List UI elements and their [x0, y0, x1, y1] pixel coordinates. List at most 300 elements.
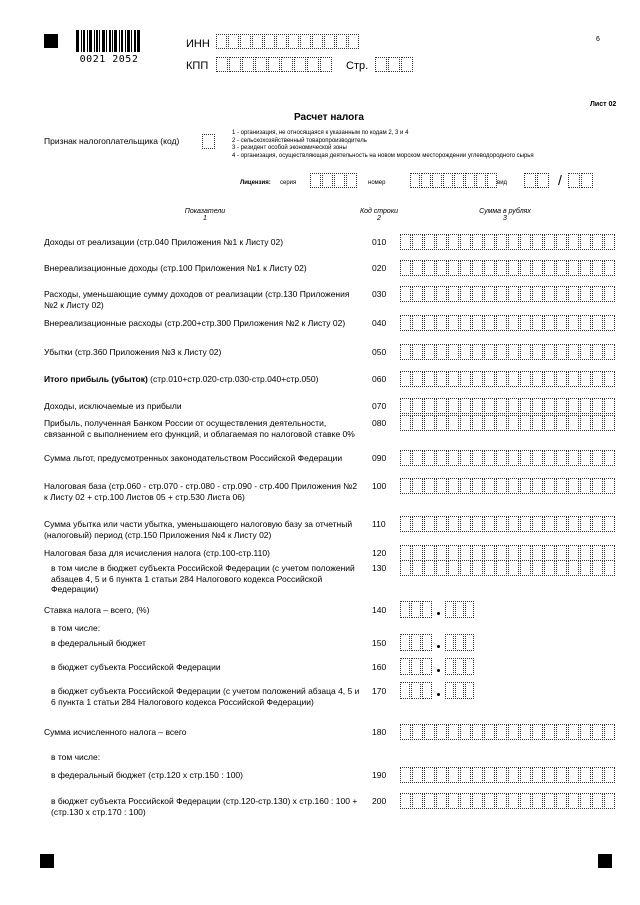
- digit-cell[interactable]: [580, 315, 591, 331]
- digit-cell[interactable]: [400, 398, 411, 414]
- sum-field[interactable]: [400, 450, 616, 466]
- char-cell[interactable]: [240, 34, 251, 49]
- digit-cell[interactable]: [592, 545, 603, 561]
- char-cell[interactable]: [276, 34, 287, 49]
- digit-cell[interactable]: [412, 450, 423, 466]
- digit-cell[interactable]: [455, 601, 464, 618]
- digit-cell[interactable]: [400, 234, 411, 250]
- digit-cell[interactable]: [544, 398, 555, 414]
- sum-field[interactable]: [400, 260, 616, 276]
- digit-cell[interactable]: [544, 260, 555, 276]
- digit-cell[interactable]: [445, 634, 454, 651]
- digit-cell[interactable]: [508, 344, 519, 360]
- digit-cell[interactable]: [508, 516, 519, 532]
- sum-field[interactable]: [400, 234, 616, 250]
- digit-cell[interactable]: [400, 286, 411, 302]
- digit-cell[interactable]: [592, 478, 603, 494]
- char-cell[interactable]: [294, 57, 306, 72]
- sum-field[interactable]: [400, 286, 616, 302]
- digit-cell[interactable]: [520, 344, 531, 360]
- digit-cell[interactable]: [472, 560, 483, 576]
- char-cell[interactable]: [264, 34, 275, 49]
- digit-cell[interactable]: [484, 344, 495, 360]
- digit-cell[interactable]: [544, 286, 555, 302]
- digit-cell[interactable]: [604, 286, 615, 302]
- digit-cell[interactable]: [604, 450, 615, 466]
- digit-cell[interactable]: [580, 560, 591, 576]
- digit-cell[interactable]: [592, 315, 603, 331]
- rate-integer-field[interactable]: [400, 634, 433, 651]
- digit-cell[interactable]: [424, 398, 435, 414]
- digit-cell[interactable]: [412, 260, 423, 276]
- digit-cell[interactable]: [580, 371, 591, 387]
- digit-cell[interactable]: [604, 516, 615, 532]
- digit-cell[interactable]: [532, 545, 543, 561]
- digit-cell[interactable]: [592, 767, 603, 783]
- digit-cell[interactable]: [544, 415, 555, 431]
- rate-fraction-field[interactable]: [445, 634, 475, 651]
- digit-cell[interactable]: [532, 315, 543, 331]
- digit-cell[interactable]: [532, 260, 543, 276]
- digit-cell[interactable]: [412, 545, 423, 561]
- digit-cell[interactable]: [445, 682, 454, 699]
- char-cell[interactable]: [454, 173, 464, 188]
- char-cell[interactable]: [401, 57, 413, 72]
- digit-cell[interactable]: [460, 286, 471, 302]
- digit-cell[interactable]: [556, 793, 567, 809]
- digit-cell[interactable]: [484, 560, 495, 576]
- digit-cell[interactable]: [472, 793, 483, 809]
- char-cell[interactable]: [228, 34, 239, 49]
- char-cell[interactable]: [581, 173, 593, 188]
- sum-field[interactable]: [400, 398, 616, 414]
- char-cell[interactable]: [322, 173, 333, 188]
- digit-cell[interactable]: [580, 793, 591, 809]
- digit-cell[interactable]: [520, 415, 531, 431]
- digit-cell[interactable]: [532, 371, 543, 387]
- digit-cell[interactable]: [580, 450, 591, 466]
- digit-cell[interactable]: [436, 371, 447, 387]
- digit-cell[interactable]: [496, 286, 507, 302]
- digit-cell[interactable]: [412, 793, 423, 809]
- digit-cell[interactable]: [520, 478, 531, 494]
- digit-cell[interactable]: [400, 344, 411, 360]
- digit-cell[interactable]: [436, 478, 447, 494]
- digit-cell[interactable]: [472, 371, 483, 387]
- digit-cell[interactable]: [520, 234, 531, 250]
- digit-cell[interactable]: [568, 286, 579, 302]
- char-cell[interactable]: [524, 173, 536, 188]
- digit-cell[interactable]: [472, 415, 483, 431]
- digit-cell[interactable]: [508, 545, 519, 561]
- digit-cell[interactable]: [424, 315, 435, 331]
- digit-cell[interactable]: [520, 545, 531, 561]
- digit-cell[interactable]: [580, 415, 591, 431]
- digit-cell[interactable]: [448, 286, 459, 302]
- digit-cell[interactable]: [411, 634, 421, 651]
- digit-cell[interactable]: [436, 315, 447, 331]
- digit-cell[interactable]: [604, 560, 615, 576]
- digit-cell[interactable]: [400, 601, 410, 618]
- char-cell[interactable]: [242, 57, 254, 72]
- digit-cell[interactable]: [460, 450, 471, 466]
- digit-cell[interactable]: [556, 560, 567, 576]
- inn-field[interactable]: [216, 34, 360, 49]
- digit-cell[interactable]: [448, 767, 459, 783]
- digit-cell[interactable]: [592, 793, 603, 809]
- rate-integer-field[interactable]: [400, 601, 433, 618]
- digit-cell[interactable]: [568, 344, 579, 360]
- digit-cell[interactable]: [412, 371, 423, 387]
- digit-cell[interactable]: [592, 450, 603, 466]
- digit-cell[interactable]: [592, 371, 603, 387]
- digit-cell[interactable]: [532, 234, 543, 250]
- digit-cell[interactable]: [520, 286, 531, 302]
- rate-fraction-field[interactable]: [445, 658, 475, 675]
- char-cell[interactable]: [537, 173, 549, 188]
- digit-cell[interactable]: [508, 286, 519, 302]
- digit-cell[interactable]: [568, 516, 579, 532]
- digit-cell[interactable]: [604, 315, 615, 331]
- digit-cell[interactable]: [532, 560, 543, 576]
- digit-cell[interactable]: [484, 415, 495, 431]
- char-cell[interactable]: [421, 173, 431, 188]
- digit-cell[interactable]: [436, 450, 447, 466]
- digit-cell[interactable]: [424, 478, 435, 494]
- digit-cell[interactable]: [604, 767, 615, 783]
- digit-cell[interactable]: [424, 793, 435, 809]
- digit-cell[interactable]: [484, 286, 495, 302]
- digit-cell[interactable]: [580, 516, 591, 532]
- digit-cell[interactable]: [496, 560, 507, 576]
- digit-cell[interactable]: [568, 545, 579, 561]
- digit-cell[interactable]: [422, 634, 432, 651]
- digit-cell[interactable]: [544, 371, 555, 387]
- digit-cell[interactable]: [556, 398, 567, 414]
- digit-cell[interactable]: [508, 415, 519, 431]
- digit-cell[interactable]: [436, 286, 447, 302]
- digit-cell[interactable]: [448, 560, 459, 576]
- digit-cell[interactable]: [592, 415, 603, 431]
- sum-field[interactable]: [400, 344, 616, 360]
- license-series-field[interactable]: [310, 173, 358, 188]
- digit-cell[interactable]: [520, 560, 531, 576]
- digit-cell[interactable]: [532, 516, 543, 532]
- digit-cell[interactable]: [568, 415, 579, 431]
- digit-cell[interactable]: [400, 634, 410, 651]
- digit-cell[interactable]: [520, 315, 531, 331]
- digit-cell[interactable]: [496, 450, 507, 466]
- digit-cell[interactable]: [422, 682, 432, 699]
- digit-cell[interactable]: [460, 545, 471, 561]
- digit-cell[interactable]: [496, 234, 507, 250]
- char-cell[interactable]: [310, 173, 321, 188]
- digit-cell[interactable]: [484, 478, 495, 494]
- digit-cell[interactable]: [448, 315, 459, 331]
- digit-cell[interactable]: [400, 415, 411, 431]
- digit-cell[interactable]: [448, 516, 459, 532]
- digit-cell[interactable]: [472, 545, 483, 561]
- digit-cell[interactable]: [400, 658, 410, 675]
- digit-cell[interactable]: [472, 234, 483, 250]
- digit-cell[interactable]: [508, 398, 519, 414]
- digit-cell[interactable]: [412, 516, 423, 532]
- digit-cell[interactable]: [604, 234, 615, 250]
- digit-cell[interactable]: [592, 344, 603, 360]
- digit-cell[interactable]: [412, 724, 423, 740]
- digit-cell[interactable]: [532, 286, 543, 302]
- char-cell[interactable]: [336, 34, 347, 49]
- digit-cell[interactable]: [445, 601, 454, 618]
- digit-cell[interactable]: [604, 371, 615, 387]
- digit-cell[interactable]: [532, 344, 543, 360]
- digit-cell[interactable]: [592, 286, 603, 302]
- digit-cell[interactable]: [400, 260, 411, 276]
- digit-cell[interactable]: [412, 767, 423, 783]
- digit-cell[interactable]: [520, 767, 531, 783]
- digit-cell[interactable]: [412, 234, 423, 250]
- digit-cell[interactable]: [460, 415, 471, 431]
- digit-cell[interactable]: [532, 478, 543, 494]
- sum-field[interactable]: [400, 793, 616, 809]
- char-cell[interactable]: [216, 57, 228, 72]
- digit-cell[interactable]: [496, 315, 507, 331]
- digit-cell[interactable]: [472, 478, 483, 494]
- digit-cell[interactable]: [424, 260, 435, 276]
- digit-cell[interactable]: [424, 767, 435, 783]
- digit-cell[interactable]: [544, 545, 555, 561]
- digit-cell[interactable]: [448, 793, 459, 809]
- sum-field[interactable]: [400, 516, 616, 532]
- digit-cell[interactable]: [508, 560, 519, 576]
- digit-cell[interactable]: [604, 260, 615, 276]
- digit-cell[interactable]: [544, 450, 555, 466]
- digit-cell[interactable]: [424, 560, 435, 576]
- digit-cell[interactable]: [556, 415, 567, 431]
- digit-cell[interactable]: [496, 545, 507, 561]
- digit-cell[interactable]: [472, 516, 483, 532]
- digit-cell[interactable]: [460, 516, 471, 532]
- char-cell[interactable]: [320, 57, 332, 72]
- digit-cell[interactable]: [568, 450, 579, 466]
- digit-cell[interactable]: [496, 415, 507, 431]
- digit-cell[interactable]: [424, 724, 435, 740]
- digit-cell[interactable]: [400, 478, 411, 494]
- digit-cell[interactable]: [604, 545, 615, 561]
- digit-cell[interactable]: [520, 516, 531, 532]
- digit-cell[interactable]: [455, 658, 464, 675]
- digit-cell[interactable]: [544, 315, 555, 331]
- digit-cell[interactable]: [400, 371, 411, 387]
- digit-cell[interactable]: [544, 516, 555, 532]
- digit-cell[interactable]: [556, 767, 567, 783]
- digit-cell[interactable]: [544, 234, 555, 250]
- digit-cell[interactable]: [532, 415, 543, 431]
- digit-cell[interactable]: [484, 793, 495, 809]
- sum-field[interactable]: [400, 724, 616, 740]
- digit-cell[interactable]: [568, 260, 579, 276]
- digit-cell[interactable]: [520, 793, 531, 809]
- digit-cell[interactable]: [532, 793, 543, 809]
- digit-cell[interactable]: [556, 371, 567, 387]
- digit-cell[interactable]: [580, 724, 591, 740]
- license-number-field[interactable]: [410, 173, 498, 188]
- digit-cell[interactable]: [484, 371, 495, 387]
- char-cell[interactable]: [375, 57, 387, 72]
- digit-cell[interactable]: [496, 371, 507, 387]
- digit-cell[interactable]: [484, 724, 495, 740]
- digit-cell[interactable]: [508, 478, 519, 494]
- digit-cell[interactable]: [496, 516, 507, 532]
- digit-cell[interactable]: [604, 415, 615, 431]
- sum-field[interactable]: [400, 415, 616, 431]
- digit-cell[interactable]: [532, 724, 543, 740]
- digit-cell[interactable]: [556, 286, 567, 302]
- digit-cell[interactable]: [436, 260, 447, 276]
- char-cell[interactable]: [202, 134, 215, 149]
- digit-cell[interactable]: [604, 478, 615, 494]
- char-cell[interactable]: [346, 173, 357, 188]
- sum-field[interactable]: [400, 560, 616, 576]
- char-cell[interactable]: [255, 57, 267, 72]
- char-cell[interactable]: [288, 34, 299, 49]
- digit-cell[interactable]: [556, 478, 567, 494]
- license-type-field-a[interactable]: [524, 173, 550, 188]
- char-cell[interactable]: [443, 173, 453, 188]
- digit-cell[interactable]: [592, 398, 603, 414]
- digit-cell[interactable]: [460, 344, 471, 360]
- digit-cell[interactable]: [472, 450, 483, 466]
- digit-cell[interactable]: [472, 767, 483, 783]
- char-cell[interactable]: [307, 57, 319, 72]
- digit-cell[interactable]: [411, 658, 421, 675]
- digit-cell[interactable]: [532, 398, 543, 414]
- digit-cell[interactable]: [496, 478, 507, 494]
- license-type-field-b[interactable]: [568, 173, 594, 188]
- char-cell[interactable]: [281, 57, 293, 72]
- digit-cell[interactable]: [472, 286, 483, 302]
- digit-cell[interactable]: [568, 398, 579, 414]
- digit-cell[interactable]: [472, 344, 483, 360]
- char-cell[interactable]: [568, 173, 580, 188]
- digit-cell[interactable]: [460, 724, 471, 740]
- digit-cell[interactable]: [580, 545, 591, 561]
- page-field[interactable]: [375, 57, 414, 72]
- digit-cell[interactable]: [544, 560, 555, 576]
- digit-cell[interactable]: [484, 545, 495, 561]
- kpp-field[interactable]: [216, 57, 333, 72]
- digit-cell[interactable]: [422, 601, 432, 618]
- digit-cell[interactable]: [568, 560, 579, 576]
- char-cell[interactable]: [388, 57, 400, 72]
- digit-cell[interactable]: [520, 450, 531, 466]
- digit-cell[interactable]: [448, 415, 459, 431]
- digit-cell[interactable]: [448, 371, 459, 387]
- digit-cell[interactable]: [496, 724, 507, 740]
- char-cell[interactable]: [324, 34, 335, 49]
- digit-cell[interactable]: [604, 344, 615, 360]
- digit-cell[interactable]: [556, 545, 567, 561]
- digit-cell[interactable]: [460, 234, 471, 250]
- digit-cell[interactable]: [465, 634, 474, 651]
- digit-cell[interactable]: [412, 286, 423, 302]
- digit-cell[interactable]: [465, 682, 474, 699]
- digit-cell[interactable]: [472, 398, 483, 414]
- digit-cell[interactable]: [448, 545, 459, 561]
- digit-cell[interactable]: [604, 398, 615, 414]
- digit-cell[interactable]: [436, 516, 447, 532]
- digit-cell[interactable]: [424, 545, 435, 561]
- digit-cell[interactable]: [400, 545, 411, 561]
- digit-cell[interactable]: [400, 516, 411, 532]
- digit-cell[interactable]: [460, 371, 471, 387]
- char-cell[interactable]: [229, 57, 241, 72]
- digit-cell[interactable]: [556, 260, 567, 276]
- digit-cell[interactable]: [436, 793, 447, 809]
- char-cell[interactable]: [465, 173, 475, 188]
- digit-cell[interactable]: [455, 634, 464, 651]
- taxpayer-code-field[interactable]: [202, 134, 216, 149]
- digit-cell[interactable]: [556, 516, 567, 532]
- digit-cell[interactable]: [592, 260, 603, 276]
- digit-cell[interactable]: [448, 450, 459, 466]
- char-cell[interactable]: [410, 173, 420, 188]
- digit-cell[interactable]: [556, 315, 567, 331]
- char-cell[interactable]: [476, 173, 486, 188]
- char-cell[interactable]: [300, 34, 311, 49]
- digit-cell[interactable]: [448, 724, 459, 740]
- char-cell[interactable]: [432, 173, 442, 188]
- digit-cell[interactable]: [436, 344, 447, 360]
- digit-cell[interactable]: [484, 260, 495, 276]
- digit-cell[interactable]: [508, 767, 519, 783]
- digit-cell[interactable]: [496, 260, 507, 276]
- digit-cell[interactable]: [592, 560, 603, 576]
- digit-cell[interactable]: [448, 398, 459, 414]
- digit-cell[interactable]: [520, 398, 531, 414]
- digit-cell[interactable]: [400, 724, 411, 740]
- digit-cell[interactable]: [424, 286, 435, 302]
- char-cell[interactable]: [216, 34, 227, 49]
- digit-cell[interactable]: [400, 315, 411, 331]
- digit-cell[interactable]: [484, 234, 495, 250]
- digit-cell[interactable]: [436, 560, 447, 576]
- digit-cell[interactable]: [412, 344, 423, 360]
- digit-cell[interactable]: [556, 450, 567, 466]
- digit-cell[interactable]: [544, 793, 555, 809]
- digit-cell[interactable]: [412, 398, 423, 414]
- digit-cell[interactable]: [520, 724, 531, 740]
- digit-cell[interactable]: [436, 415, 447, 431]
- digit-cell[interactable]: [604, 724, 615, 740]
- digit-cell[interactable]: [568, 315, 579, 331]
- char-cell[interactable]: [268, 57, 280, 72]
- rate-integer-field[interactable]: [400, 658, 433, 675]
- digit-cell[interactable]: [472, 260, 483, 276]
- digit-cell[interactable]: [460, 478, 471, 494]
- digit-cell[interactable]: [496, 767, 507, 783]
- digit-cell[interactable]: [556, 724, 567, 740]
- digit-cell[interactable]: [412, 560, 423, 576]
- digit-cell[interactable]: [496, 793, 507, 809]
- digit-cell[interactable]: [472, 315, 483, 331]
- digit-cell[interactable]: [412, 415, 423, 431]
- digit-cell[interactable]: [400, 793, 411, 809]
- sum-field[interactable]: [400, 545, 616, 561]
- digit-cell[interactable]: [484, 398, 495, 414]
- digit-cell[interactable]: [460, 260, 471, 276]
- digit-cell[interactable]: [508, 315, 519, 331]
